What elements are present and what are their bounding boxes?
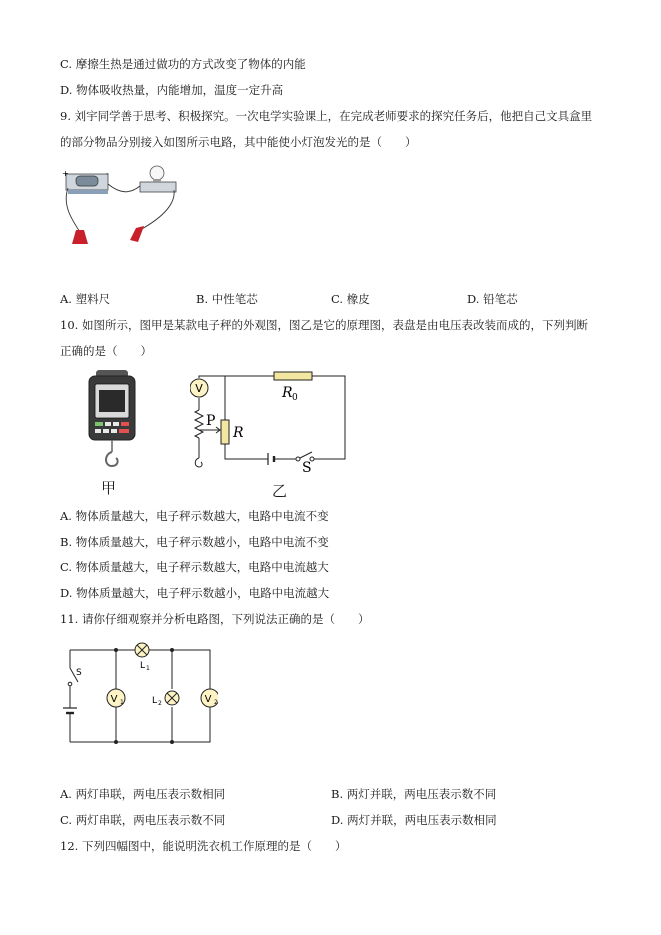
scale-button xyxy=(113,422,119,426)
l2-label: L xyxy=(152,696,158,706)
q11-option-d[interactable]: D. 两灯并联，两电压表示数相同 xyxy=(331,813,497,827)
connecting-wire xyxy=(108,184,140,192)
q9-option-a[interactable]: A. 塑料尺 xyxy=(60,292,111,306)
wire-left-bottom xyxy=(225,376,268,459)
scale-button xyxy=(111,429,117,433)
q11-option-a[interactable]: A. 两灯串联，两电压表示数相同 xyxy=(60,787,226,801)
l1-label: L xyxy=(140,661,146,671)
option-d-prev: D. 物体吸收热量，内能增加，温度一定升高 xyxy=(60,83,284,97)
switch-contact xyxy=(68,682,72,686)
junction-dot xyxy=(114,740,118,744)
r0-subscript: 0 xyxy=(292,393,298,403)
scale-button-red xyxy=(119,429,129,433)
bulb-base xyxy=(153,179,161,183)
junction-dot xyxy=(170,740,174,744)
caption-jia: 甲 xyxy=(101,479,117,497)
v2-subscript: 2 xyxy=(214,699,218,706)
question-10-line-1: 10. 如图所示，图甲是某款电子秤的外观图，图乙是它的原理图，表盘是由电压表改装而成的，下列判断 xyxy=(60,318,588,332)
r-label: R xyxy=(233,425,244,441)
q11-option-c[interactable]: C. 两灯串联，两电压表示数不同 xyxy=(60,813,226,827)
electronic-scale-figure xyxy=(86,368,138,472)
switch-contact xyxy=(296,457,300,461)
scale-button-green xyxy=(95,422,103,426)
hook-icon xyxy=(195,458,202,467)
lamp-l1-icon xyxy=(135,643,149,657)
q10-option-b[interactable]: B. 物体质量越大，电子秤示数越小，电路中电流不变 xyxy=(60,535,329,549)
question-9-line-2: 的部分物品分别接入如图所示电路，其中能使小灯泡发光的是（ ） xyxy=(60,135,417,149)
scale-button xyxy=(105,422,111,426)
switch-s-label: S xyxy=(302,460,312,476)
r0-label: R xyxy=(282,385,293,401)
q11-option-b[interactable]: B. 两灯并联，两电压表示数不同 xyxy=(331,787,497,801)
q10-option-d[interactable]: D. 物体质量越大，电子秤示数越小，电路中电流越大 xyxy=(60,586,330,600)
junction-dot xyxy=(114,648,118,652)
switch-s-label: S xyxy=(76,668,82,678)
scale-schematic-figure xyxy=(190,370,352,476)
q9-circuit-figure xyxy=(58,160,188,250)
hook-icon xyxy=(106,452,118,466)
junction-dot xyxy=(170,648,174,652)
question-9-line-1: 9. 刘宇同学善于思考、积极探究。一次电学实验课上，在完成老师要求的探究任务后，他把自己文具盒里 xyxy=(60,109,593,123)
light-bulb-icon xyxy=(150,166,164,180)
question-11: 11. 请你仔细观察并分析电路图，下列说法正确的是（ ） xyxy=(60,612,370,626)
q10-option-c[interactable]: C. 物体质量越大，电子秤示数越大，电路中电流越大 xyxy=(60,560,329,574)
question-10-line-2: 正确的是（ ） xyxy=(60,344,152,358)
wire-meter-top xyxy=(199,376,225,378)
v1-subscript: 1 xyxy=(120,699,124,706)
p-label: P xyxy=(206,413,216,429)
voltmeter-label: V xyxy=(195,382,203,395)
l2-subscript: 2 xyxy=(158,700,162,707)
resistor-r0-icon xyxy=(274,372,312,380)
scale-screen xyxy=(99,390,125,412)
v1-label: V xyxy=(110,694,118,705)
q9-option-b[interactable]: B. 中性笔芯 xyxy=(196,292,258,306)
bulb-holder xyxy=(140,182,176,192)
question-12: 12. 下列四幅图中，能说明洗衣机工作原理的是（ ） xyxy=(60,839,347,853)
l1-subscript: 1 xyxy=(146,665,150,672)
right-clip-icon xyxy=(130,226,144,242)
battery-base xyxy=(68,190,108,194)
minus-sign-icon: - xyxy=(106,169,109,178)
scale-button xyxy=(103,429,109,433)
right-lead-wire xyxy=(140,190,174,230)
scale-button-red xyxy=(121,422,129,426)
plus-sign-icon: + xyxy=(62,169,69,178)
option-c-prev: C. 摩擦生热是通过做功的方式改变了物体的内能 xyxy=(60,57,306,71)
lamp-l2-icon xyxy=(165,691,179,705)
left-lead-wire xyxy=(66,188,80,232)
spring-icon xyxy=(195,410,203,438)
q9-option-d[interactable]: D. 铅笔芯 xyxy=(467,292,518,306)
caption-yi: 乙 xyxy=(272,482,288,500)
left-clip-icon xyxy=(72,230,88,244)
q10-option-a[interactable]: A. 物体质量越大，电子秤示数越大，电路中电流不变 xyxy=(60,509,329,523)
q11-circuit-figure xyxy=(58,640,218,748)
battery-icon xyxy=(76,176,98,186)
scale-button xyxy=(95,429,101,433)
rheostat-r-icon xyxy=(221,420,229,444)
v2-label: V xyxy=(204,694,212,705)
q9-option-c[interactable]: C. 橡皮 xyxy=(331,292,370,306)
